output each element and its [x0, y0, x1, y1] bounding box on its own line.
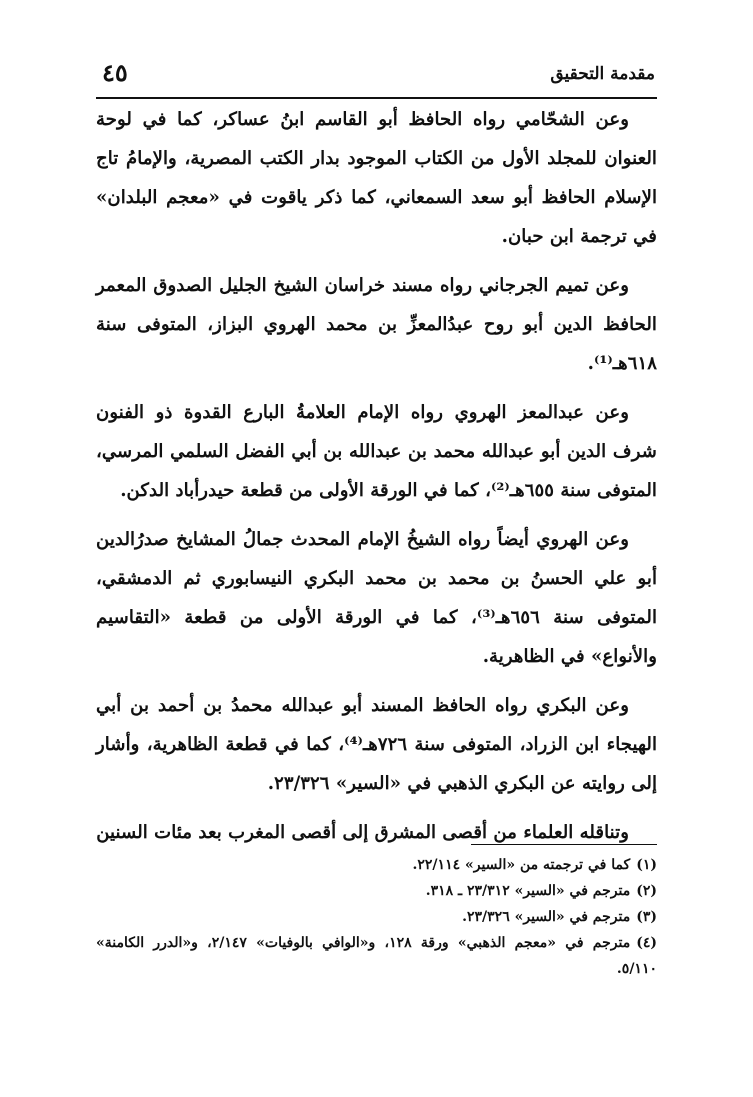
footnote-separator — [471, 844, 657, 845]
footnote-text: كما في ترجمته من «السير» ٢٢/١١٤. — [412, 857, 631, 873]
page-header — [96, 58, 657, 94]
header-rule — [96, 97, 657, 99]
paragraph-1: وعن الشحّامي رواه الحافظ أبو القاسم ابنُ عساكر، كما في لوحة العنوان للمجلد الأول من الكتاب الموجود بدار الكتب المصرية، والإمامُ تاج الإسلام الحافظ أبو سعد السمعاني، كما ذكر ياقوت في «معجم البلدان» في ترجمة ابن حبان. — [96, 109, 657, 247]
footnote-text: مترجم في «السير» ٢٣/٣٢٦. — [462, 909, 631, 925]
footnote-4 — [96, 930, 657, 982]
footnote-2 — [96, 878, 657, 904]
body-text — [96, 100, 657, 852]
footnotes — [96, 852, 657, 982]
paragraph-6: وتناقله العلماء من أقصى المشرق إلى أقصى المغرب بعد مئات السنين — [96, 822, 629, 843]
running-title: مقدمة التحقيق — [550, 64, 655, 84]
footnote-number: (٤) — [636, 935, 658, 951]
footnote-number: (٣) — [636, 909, 657, 925]
footnote-number: (٢) — [636, 883, 657, 899]
paragraph-3: وعن عبدالمعز الهروي رواه الإمام العلامةُ البارع القدوة ذو الفنون شرف الدين أبو عبدالله محمد بن عبدالله بن أبي الفضل السلمي المرسي، المتوفى سنة ٦٥٥هـ⁽²⁾، كما في الورقة الأولى من قطعة حيدرأباد الدكن. — [96, 402, 657, 501]
footnote-3 — [96, 904, 657, 930]
paragraph-2: وعن تميم الجرجاني رواه مسند خراسان الشيخ الجليل الصدوق المعمر الحافظ الدين أبو روح عبدُالمعزِّ بن محمد الهروي البزاز، المتوفى سنة ٦١٨هـ⁽¹⁾. — [96, 275, 657, 374]
paragraph-5: وعن البكري رواه الحافظ المسند أبو عبدالله محمدُ بن أحمد بن أبي الهيجاء ابن الزراد، المتوفى سنة ٧٢٦هـ⁽⁴⁾، كما في قطعة الظاهرية، وأشار إلى روايته عن البكري الذهبي في «السير» ٢٣/٣٢٦. — [96, 695, 657, 794]
footnote-1 — [96, 852, 657, 878]
page-number: ٤٥ — [102, 58, 128, 87]
footnote-text: مترجم في «السير» ٢٣/٣١٢ ـ ٣١٨. — [425, 883, 631, 899]
footnote-text: مترجم في «معجم الذهبي» ورقة ١٢٨، و«الوافي بالوفيات» ٢/١٤٧، و«الدرر الكامنة» ٥/١١٠. — [96, 935, 657, 977]
footnote-number: (١) — [636, 857, 657, 873]
paragraph-4: وعن الهروي أيضاً رواه الشيخُ الإمام المحدث جمالُ المشايخ صدرُالدين أبو علي الحسنُ بن محمد بن محمد البكري النيسابوري ثم الدمشقي، المتوفى سنة ٦٥٦هـ⁽³⁾، كما في الورقة الأولى من قطعة «التقاسيم والأنواع» في الظاهرية. — [96, 529, 657, 667]
